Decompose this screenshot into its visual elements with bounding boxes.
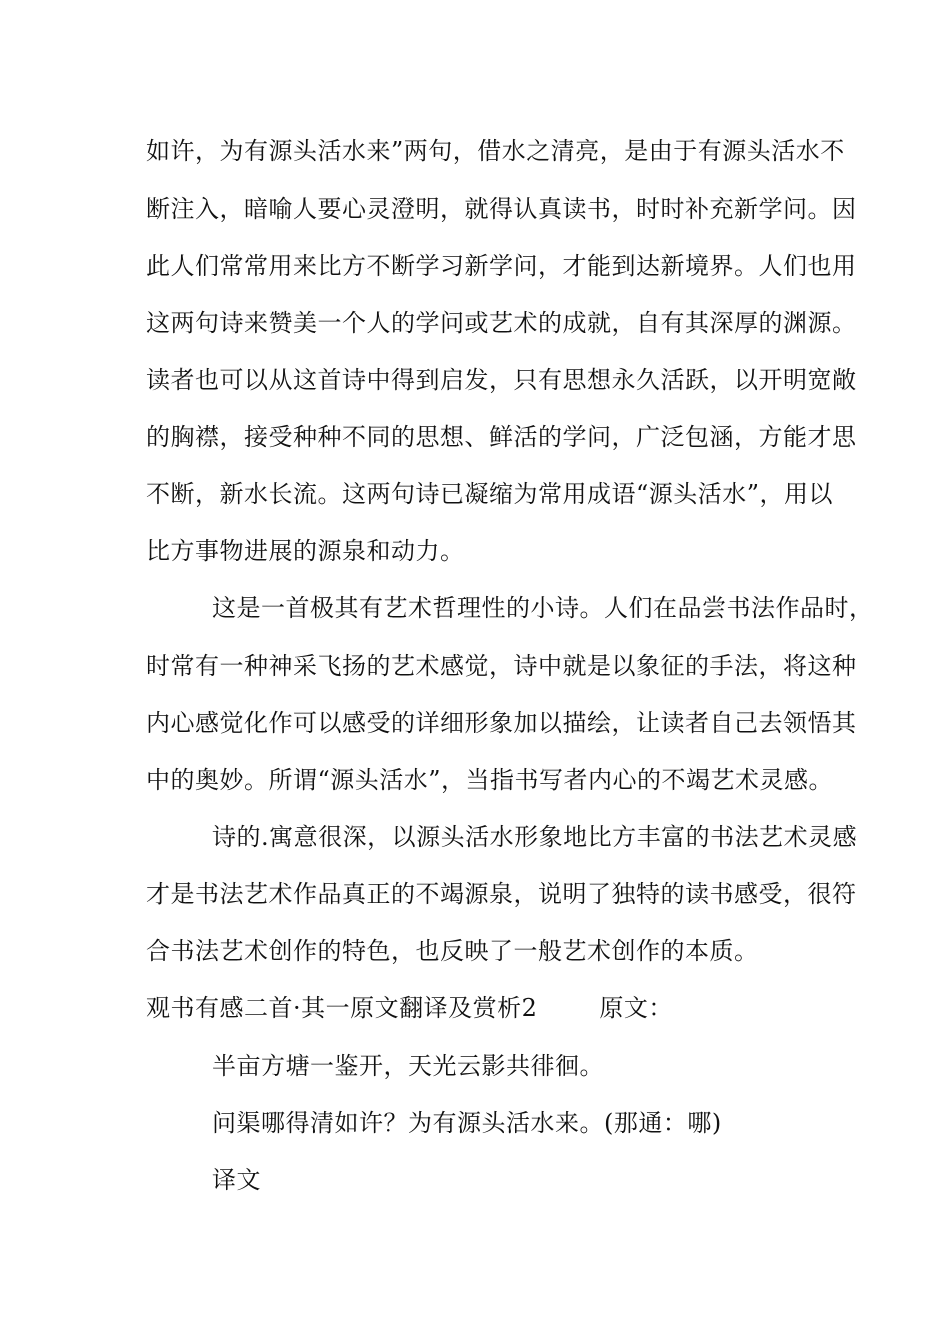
paragraph-line: 此人们常常用来比方不断学习新学问，才能到达新境界。人们也用 <box>146 252 857 280</box>
heading-label: 原文： <box>599 994 673 1022</box>
paragraph-line: 中的奥妙。所谓“源头活水”，当指书写者内心的不竭艺术灵感。 <box>146 766 834 794</box>
paragraph-line: 这两句诗来赞美一个人的学问或艺术的成就，自有其深厚的渊源。 <box>146 309 857 337</box>
heading-title: 观书有感二首·其一原文翻译及赏析2 <box>146 994 538 1022</box>
paragraph-line: 内心感觉化作可以感受的详细形象加以描绘，让读者自己去领悟其 <box>146 709 857 737</box>
paragraph-line: 诗的.寓意很深，以源头活水形象地比方丰富的书法艺术灵感 <box>212 823 858 851</box>
paragraph-line: 断注入，暗喻人要心灵澄明，就得认真读书，时时补充新学问。因 <box>146 195 857 223</box>
paragraph-line: 读者也可以从这首诗中得到启发，只有思想永久活跃，以开明宽敞 <box>146 366 857 394</box>
poem-line: 半亩方塘一鉴开，天光云影共徘徊。 <box>212 1052 604 1080</box>
paragraph-line: 如许，为有源头活水来”两句，借水之清亮，是由于有源头活水不 <box>146 137 845 165</box>
poem-line: 问渠哪得清如许？为有源头活水来。(那通：哪) <box>212 1109 722 1137</box>
paragraph-line: 这是一首极其有艺术哲理性的小诗。人们在品尝书法作品时， <box>212 594 874 622</box>
paragraph-line: 时常有一种神采飞扬的艺术感觉，诗中就是以象征的手法，将这种 <box>146 652 857 680</box>
paragraph-line: 比方事物进展的源泉和动力。 <box>146 537 465 565</box>
section-label: 译文 <box>212 1166 261 1194</box>
paragraph-line: 的胸襟，接受种种不同的思想、鲜活的学问，广泛包涵，方能才思 <box>146 423 857 451</box>
paragraph-line: 合书法艺术创作的特色，也反映了一般艺术创作的本质。 <box>146 937 759 965</box>
paragraph-line: 不断，新水长流。这两句诗已凝缩为常用成语“源头活水”，用以 <box>146 480 834 508</box>
section-heading <box>146 993 673 1023</box>
paragraph-line: 才是书法艺术作品真正的不竭源泉，说明了独特的读书感受，很符 <box>146 880 857 908</box>
